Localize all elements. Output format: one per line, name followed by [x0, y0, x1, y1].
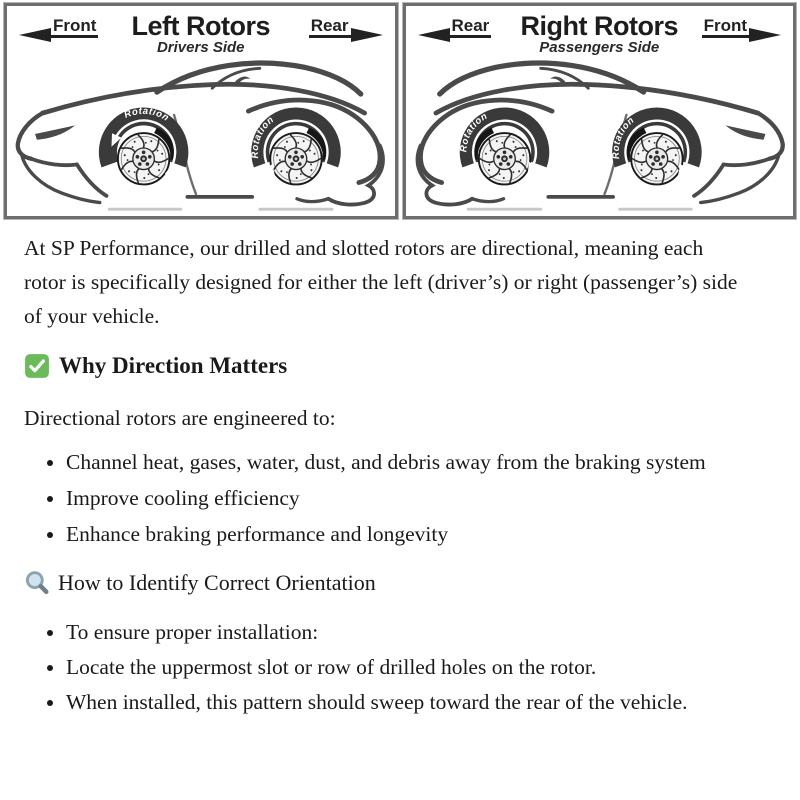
list-item: • Improve cooling efficiency — [66, 481, 744, 515]
rotor-direction-diagram — [0, 0, 800, 219]
rear-direction-label — [418, 16, 492, 38]
list-item: • To ensure proper installation: — [66, 615, 744, 649]
panel-subtitle: Passengers Side — [539, 39, 660, 56]
front-label: Front — [51, 16, 98, 38]
arrow-right-icon — [351, 27, 383, 43]
panel-title: Right Rotors — [520, 11, 678, 41]
front-direction-label — [19, 16, 98, 38]
intro-paragraph: At SP Performance, our drilled and slotted rotors are directional, meaning each rotor is specifically designed for either the left (driver’s) or right (passenger’s) side of your vehicle. — [24, 236, 738, 328]
benefits-list — [24, 445, 744, 551]
left-panel-header — [7, 6, 395, 56]
left-rotors-panel — [4, 3, 398, 219]
left-car-illustration — [7, 54, 395, 214]
section-heading-how-to-identify — [24, 568, 744, 598]
list-item: • Enhance braking performance and longevity — [66, 517, 744, 551]
section2-heading-text: How to Identify Correct Orientation — [58, 570, 376, 595]
arrow-right-icon — [749, 27, 781, 43]
list-item: • Locate the uppermost slot or row of drilled holes on the rotor. — [66, 650, 744, 684]
arrow-left-icon — [19, 27, 51, 43]
rotation-label: Rotation — [122, 105, 172, 124]
rotation-label: Rotation — [457, 110, 490, 153]
front-label: Front — [702, 16, 749, 38]
right-rotors-panel — [403, 3, 797, 219]
rear-direction-label — [309, 16, 383, 38]
panel-title: Left Rotors — [131, 11, 270, 41]
section-heading-why-direction-matters — [24, 351, 744, 381]
front-direction-label — [702, 16, 781, 38]
list-item: • Channel heat, gases, water, dust, and debris away from the braking system — [66, 445, 744, 479]
right-panel-header — [406, 6, 794, 56]
check-mark-icon — [24, 353, 50, 379]
right-car-illustration — [406, 54, 794, 214]
orientation-steps-list — [24, 615, 744, 719]
panel-subtitle: Drivers Side — [156, 39, 245, 56]
section1-heading-text: Why Direction Matters — [59, 353, 288, 378]
section1-lead: Directional rotors are engineered to: — [24, 406, 336, 430]
rotation-label: Rotation — [610, 114, 637, 160]
arrow-left-icon — [418, 27, 450, 43]
rotation-label: Rotation — [249, 114, 277, 159]
rear-label: Rear — [450, 16, 492, 38]
article-content — [0, 219, 800, 719]
rear-label: Rear — [309, 16, 351, 38]
magnifying-glass-icon — [24, 570, 51, 597]
list-item: • When installed, this pattern should sweep toward the rear of the vehicle. — [66, 685, 744, 719]
